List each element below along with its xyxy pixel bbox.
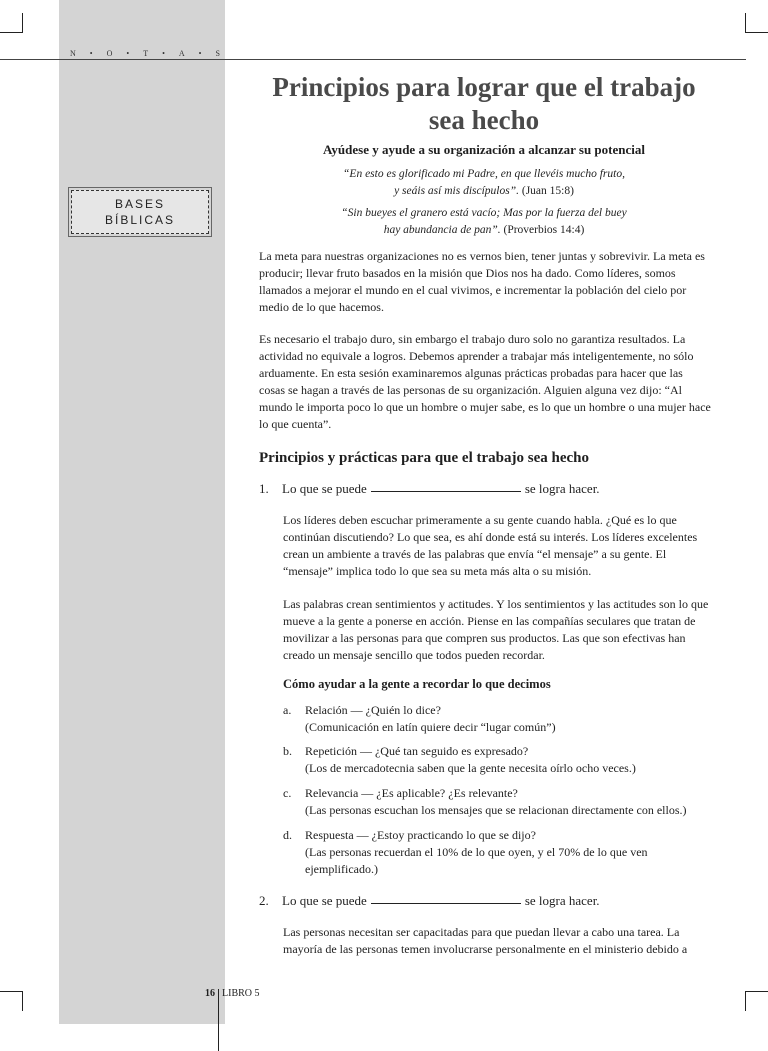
box-label-line1: BASES (114, 197, 166, 211)
numbered-item-1: 1. Lo que se puede se logra hacer. (259, 481, 600, 496)
footer-divider (218, 989, 219, 1051)
section-heading: Principios y prácticas para que el trabajo sea hecho (259, 450, 589, 466)
crop-mark (745, 991, 746, 1011)
item1-paragraph-1: Los líderes deben escuchar primeramente a su gente cuando habla. ¿Qué es lo que continúan discutiendo? Lo que sea, es ahí donde está su interés. Los líderes excelentes crean un ambiente a través de las palabras que envía “el mensaje” a su gente. El “mensaje” implica todo lo que sea su meta más alta o su misión. (283, 513, 698, 578)
crop-mark (22, 991, 23, 1011)
bible-quote-2: “Sin bueyes el granero está vacío; Mas por la fuerza del buey hay abundancia de pan”. (Proverbios 14:4) (341, 207, 627, 236)
fill-in-blank (371, 491, 521, 492)
crop-mark (0, 32, 22, 33)
box-label-line2: BÍBLICAS (104, 213, 176, 227)
bible-quote-1: “En esto es glorificado mi Padre, en que llevéis mucho fruto, y seáis así mis discípulos”. (Juan 15:8) (343, 168, 625, 197)
crop-mark (745, 13, 746, 33)
bases-biblicas-box (68, 187, 212, 237)
fill-in-blank (371, 903, 521, 904)
notas-label: N • O • T • A • S (70, 49, 220, 58)
list-item: c. Relevancia — ¿Es aplicable? ¿Es relevante? (Las personas escuchan los mensajes que se relacionan directamente con ellos.) (283, 786, 687, 817)
page-footer (205, 962, 260, 1024)
list-item: d. Respuesta — ¿Estoy practicando lo que se dijo? (Las personas recuerdan el 10% de lo que oyen, y el 70% de lo que ven ejemplificado.) (283, 828, 648, 876)
intro-paragraph-1: La meta para nuestras organizaciones no es vernos bien, tener juntas y sobrevivir. La meta es producir; llevar fruto basados en la misión que Dios nos ha dado. Como líderes, somos llamados a mejorar el mundo en el cual vivimos, e incrementar la población del cielo por medio de lo que hacemos. (259, 249, 705, 314)
crop-mark (0, 991, 22, 992)
item2-paragraph-1: Las personas necesitan ser capacitadas para que puedan llevar a cabo una tarea. La mayoría de las personas temen involucrarse personalmente en el ministerio debido a (283, 925, 688, 956)
book-label: LIBRO 5 (222, 987, 260, 999)
intro-paragraph-2: Es necesario el trabajo duro, sin embargo el trabajo duro solo no garantiza resultados. La actividad no equivale a logros. Debemos aprender a trabajar más inteligentemente, no sólo arduamente. En esta sesión examinaremos algunas prácticas probadas para hacer que las cosas se hagan a través de las personas de su organización. Alguien alguna vez dijo: “Al mundo le importa poco lo que un hombre o mujer sabe, es lo que un hombre o una mujer hace lo que cuenta”. (259, 332, 711, 431)
item1-paragraph-2: Las palabras crean sentimientos y actitudes. Y los sentimientos y las actitudes son lo que mueve a la gente a ponerse en acción. Piense en las compañías seculares que tratan de movilizar a las personas para que compren sus productos. Las que son efectivas han creado un mensaje sencillo que todos pueden recordar. (283, 597, 709, 662)
page-title: Principios para lograr que el trabajo sea hecho (272, 72, 696, 135)
crop-mark (746, 32, 768, 33)
list-subheading: Cómo ayudar a la gente a recordar lo que decimos (283, 677, 551, 691)
numbered-item-2: 2. Lo que se puede se logra hacer. (259, 893, 600, 908)
crop-mark (22, 13, 23, 33)
header-rule (0, 59, 746, 60)
page-subtitle: Ayúdese y ayude a su organización a alcanzar su potencial (322, 142, 645, 157)
page-number: 16 (205, 987, 215, 999)
list-item: a. Relación — ¿Quién lo dice? (Comunicación en latín quiere decir “lugar común”) (283, 703, 556, 734)
list-item: b. Repetición — ¿Qué tan seguido es expresado? (Los de mercadotecnia saben que la gente necesita oírlo ocho veces.) (283, 744, 636, 775)
crop-mark (746, 991, 768, 992)
notes-sidebar (59, 0, 225, 1024)
